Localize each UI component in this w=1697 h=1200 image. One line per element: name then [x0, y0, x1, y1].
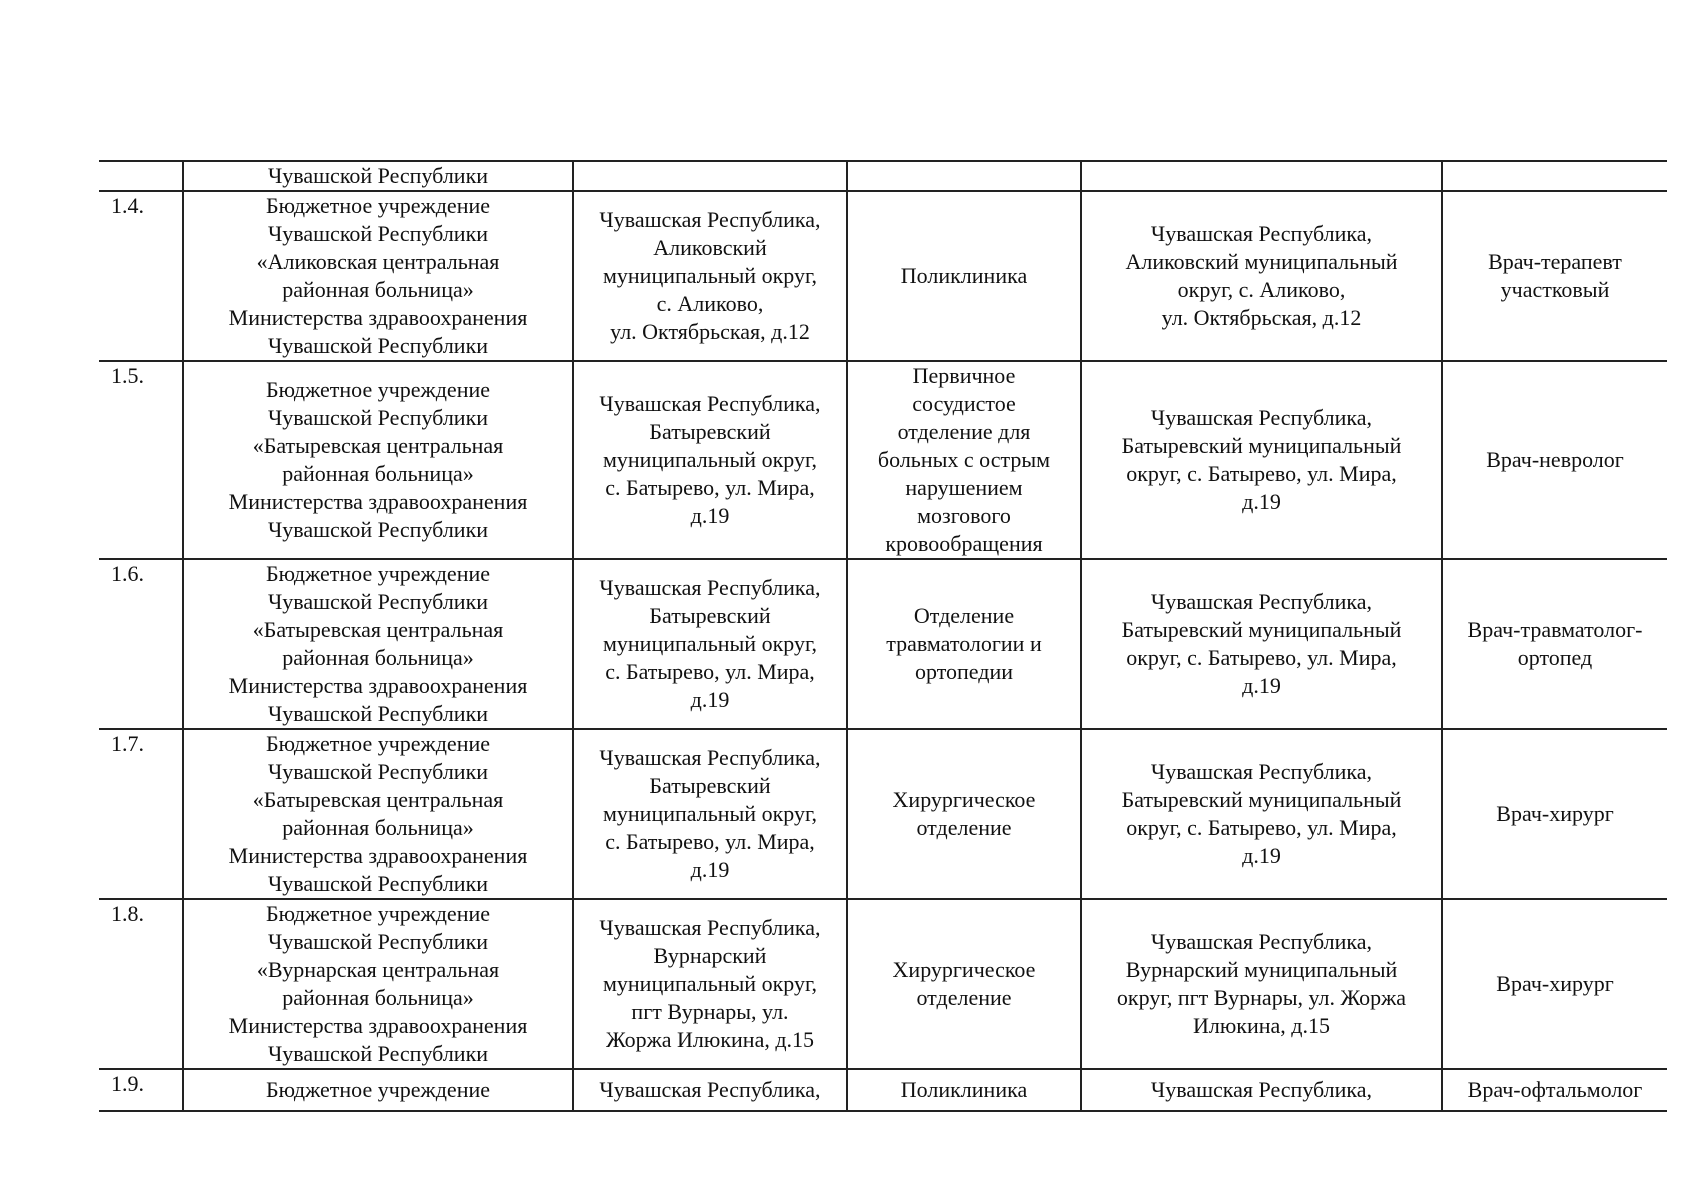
cell-institution: Бюджетное учреждение Чувашской Республики «Аликовская центральная районная больница» Министерства здравоохранения Чувашской Республики: [183, 191, 573, 361]
cell-institution: Бюджетное учреждение Чувашской Республики «Батыревская центральная районная больница» Министерства здравоохранения Чувашской Республики: [183, 559, 573, 729]
cell-institution: Бюджетное учреждение Чувашской Республики «Батыревская центральная районная больница» Министерства здравоохранения Чувашской Республики: [183, 729, 573, 899]
table-row: [99, 559, 1667, 729]
cell-position: Врач-хирург: [1442, 729, 1667, 899]
table-body: [99, 161, 1667, 1111]
cell-address: [573, 161, 847, 191]
cell-position: Врач-офтальмолог: [1442, 1069, 1667, 1111]
table-row: [99, 1069, 1667, 1111]
table-row: [99, 361, 1667, 559]
organizations-table: [99, 160, 1667, 1112]
cell-address: Чувашская Республика, Аликовский муниципальный округ, с. Аликово, ул. Октябрьская, д.12: [573, 191, 847, 361]
cell-address: Чувашская Республика, Батыревский муниципальный округ, с. Батырево, ул. Мира, д.19: [573, 559, 847, 729]
cell-institution: Бюджетное учреждение Чувашской Республики «Вурнарская центральная районная больница» Министерства здравоохранения Чувашской Республики: [183, 899, 573, 1069]
cell-location: [1081, 161, 1442, 191]
cell-location: Чувашская Республика, Батыревский муниципальный округ, с. Батырево, ул. Мира, д.19: [1081, 559, 1442, 729]
cell-institution: Бюджетное учреждение: [183, 1069, 573, 1111]
cell-department: Хирургическое отделение: [847, 729, 1081, 899]
table-row: [99, 161, 1667, 191]
cell-institution: Чувашской Республики: [183, 161, 573, 191]
cell-position: Врач-хирург: [1442, 899, 1667, 1069]
cell-department: Хирургическое отделение: [847, 899, 1081, 1069]
cell-number: [99, 161, 183, 191]
cell-department: Поликлиника: [847, 1069, 1081, 1111]
cell-location: Чувашская Республика, Вурнарский муниципальный округ, пгт Вурнары, ул. Жоржа Илюкина, д.15: [1081, 899, 1442, 1069]
cell-department: [847, 161, 1081, 191]
cell-location: Чувашская Республика, Аликовский муниципальный округ, с. Аликово, ул. Октябрьская, д.12: [1081, 191, 1442, 361]
cell-institution: Бюджетное учреждение Чувашской Республики «Батыревская центральная районная больница» Министерства здравоохранения Чувашской Республики: [183, 361, 573, 559]
table-row: [99, 899, 1667, 1069]
cell-number: 1.4.: [99, 191, 183, 361]
document-page: [99, 160, 1667, 1112]
cell-position: Врач-травматолог- ортопед: [1442, 559, 1667, 729]
cell-number: 1.5.: [99, 361, 183, 559]
cell-number: 1.7.: [99, 729, 183, 899]
cell-department: Первичное сосудистое отделение для больных с острым нарушением мозгового кровообращения: [847, 361, 1081, 559]
cell-position: Врач-невролог: [1442, 361, 1667, 559]
cell-address: Чувашская Республика, Батыревский муниципальный округ, с. Батырево, ул. Мира, д.19: [573, 361, 847, 559]
cell-position: [1442, 161, 1667, 191]
cell-address: Чувашская Республика, Вурнарский муниципальный округ, пгт Вурнары, ул. Жоржа Илюкина, д.15: [573, 899, 847, 1069]
cell-position: Врач-терапевт участковый: [1442, 191, 1667, 361]
cell-department: Отделение травматологии и ортопедии: [847, 559, 1081, 729]
cell-location: Чувашская Республика,: [1081, 1069, 1442, 1111]
cell-number: 1.9.: [99, 1069, 183, 1111]
cell-address: Чувашская Республика, Батыревский муниципальный округ, с. Батырево, ул. Мира, д.19: [573, 729, 847, 899]
table-row: [99, 729, 1667, 899]
cell-number: 1.8.: [99, 899, 183, 1069]
cell-location: Чувашская Республика, Батыревский муниципальный округ, с. Батырево, ул. Мира, д.19: [1081, 361, 1442, 559]
cell-department: Поликлиника: [847, 191, 1081, 361]
table-row: [99, 191, 1667, 361]
cell-location: Чувашская Республика, Батыревский муниципальный округ, с. Батырево, ул. Мира, д.19: [1081, 729, 1442, 899]
cell-number: 1.6.: [99, 559, 183, 729]
cell-address: Чувашская Республика,: [573, 1069, 847, 1111]
